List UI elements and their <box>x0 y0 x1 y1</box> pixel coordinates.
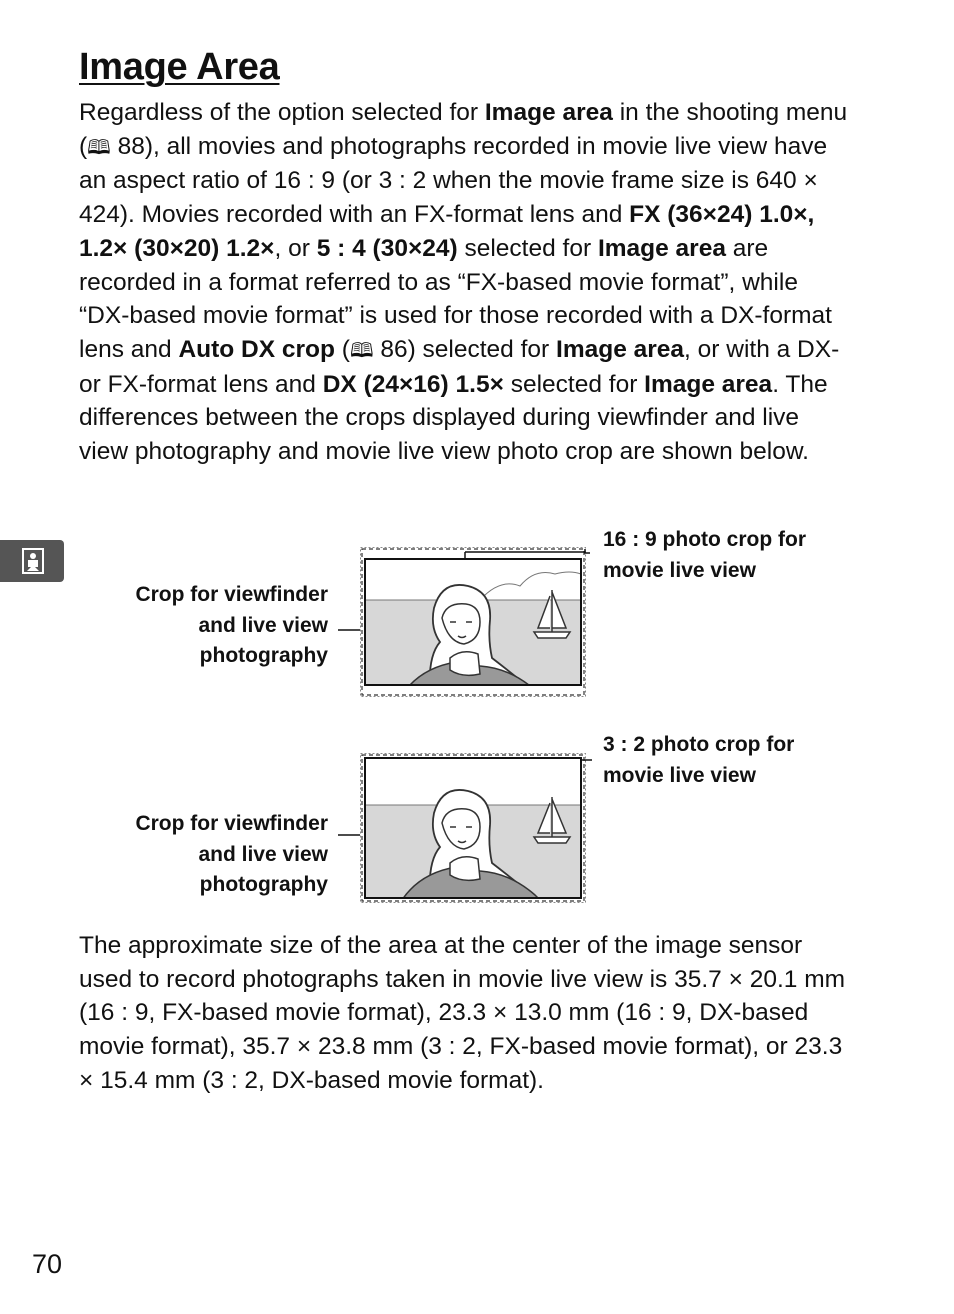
movie-camera-icon <box>22 548 44 574</box>
bold-term: Image area <box>644 370 773 398</box>
text-run: . The differences between the crops displayed during viewfinder and live view photography and movie live view photo crop are shown below. <box>79 370 828 466</box>
bold-term: Auto DX crop <box>178 335 335 363</box>
crop-diagram-3-2 <box>330 745 600 910</box>
text-run: , or with a DX- or FX-format lens and <box>79 335 840 398</box>
text-run: 86) selected for <box>373 335 557 363</box>
bold-term: DX (24×16) 1.5× <box>322 370 504 398</box>
caption-viewfinder-crop-bottom <box>100 809 328 901</box>
caption-line: Crop for viewfinder <box>135 583 328 606</box>
text-run: ( <box>334 335 350 363</box>
intro-paragraph <box>79 96 854 469</box>
text-run: selected for <box>457 234 598 262</box>
text-run: selected for <box>503 370 645 398</box>
caption-line: movie live view <box>603 558 756 582</box>
caption-3-2-crop <box>603 730 843 791</box>
caption-line: movie live view <box>603 763 756 787</box>
caption-line: and live view <box>198 613 328 637</box>
caption-line: photography <box>199 873 328 896</box>
text-run: , or <box>274 234 317 262</box>
bold-term: FX (36×24) 1.0×, 1.2× (30×20) 1.2× <box>79 201 815 262</box>
text-run: are recorded in a format referred to as “FX-based movie format”, while “DX-based movie format” is used for those recorded with a DX-format lens and <box>79 234 832 363</box>
caption-viewfinder-crop-top <box>100 580 328 672</box>
bold-term: Image area <box>556 335 685 363</box>
book-icon: 🕮 <box>87 134 111 159</box>
page-title: Image Area <box>79 46 280 88</box>
caption-line: 16 : 9 photo crop for <box>603 528 807 551</box>
bold-term: Image area <box>484 99 613 126</box>
page-number: 70 <box>32 1249 63 1279</box>
book-icon: 🕮 <box>349 337 374 362</box>
caption-line: Crop for viewfinder <box>135 812 328 835</box>
caption-line: 3 : 2 photo crop for <box>603 733 795 756</box>
bold-term: Image area <box>597 234 726 262</box>
caption-16-9-crop <box>603 525 843 586</box>
caption-line: and live view <box>198 842 328 866</box>
caption-line: photography <box>199 644 328 667</box>
text-run: 88), all movies and photographs recorded in movie live view have an aspect ratio of 16 : 9 (or 3 : 2 when the movie frame size is 640 × 424). Movies recorded with an FX-format lens and <box>79 132 828 229</box>
text-run: Regardless of the option selected for <box>79 99 485 126</box>
sensor-size-paragraph: The approximate size of the area at the center of the image sensor used to record photographs taken in movie live view is 35.7 × 20.1 mm (16 : 9, FX-based movie format), 23.3 × 13.0 mm (16 : 9, DX-based movie format), 35.7 × 23.8 mm (3 : 2, FX-based movie format), or 23.3 × 15.4 mm (3 : 2, DX-based movie format). <box>79 932 846 1094</box>
bold-term: 5 : 4 (30×24) <box>316 234 458 262</box>
crop-diagram-16-9 <box>330 540 600 705</box>
text-run: in the shooting menu ( <box>79 99 848 160</box>
movie-section-tab <box>0 540 64 582</box>
